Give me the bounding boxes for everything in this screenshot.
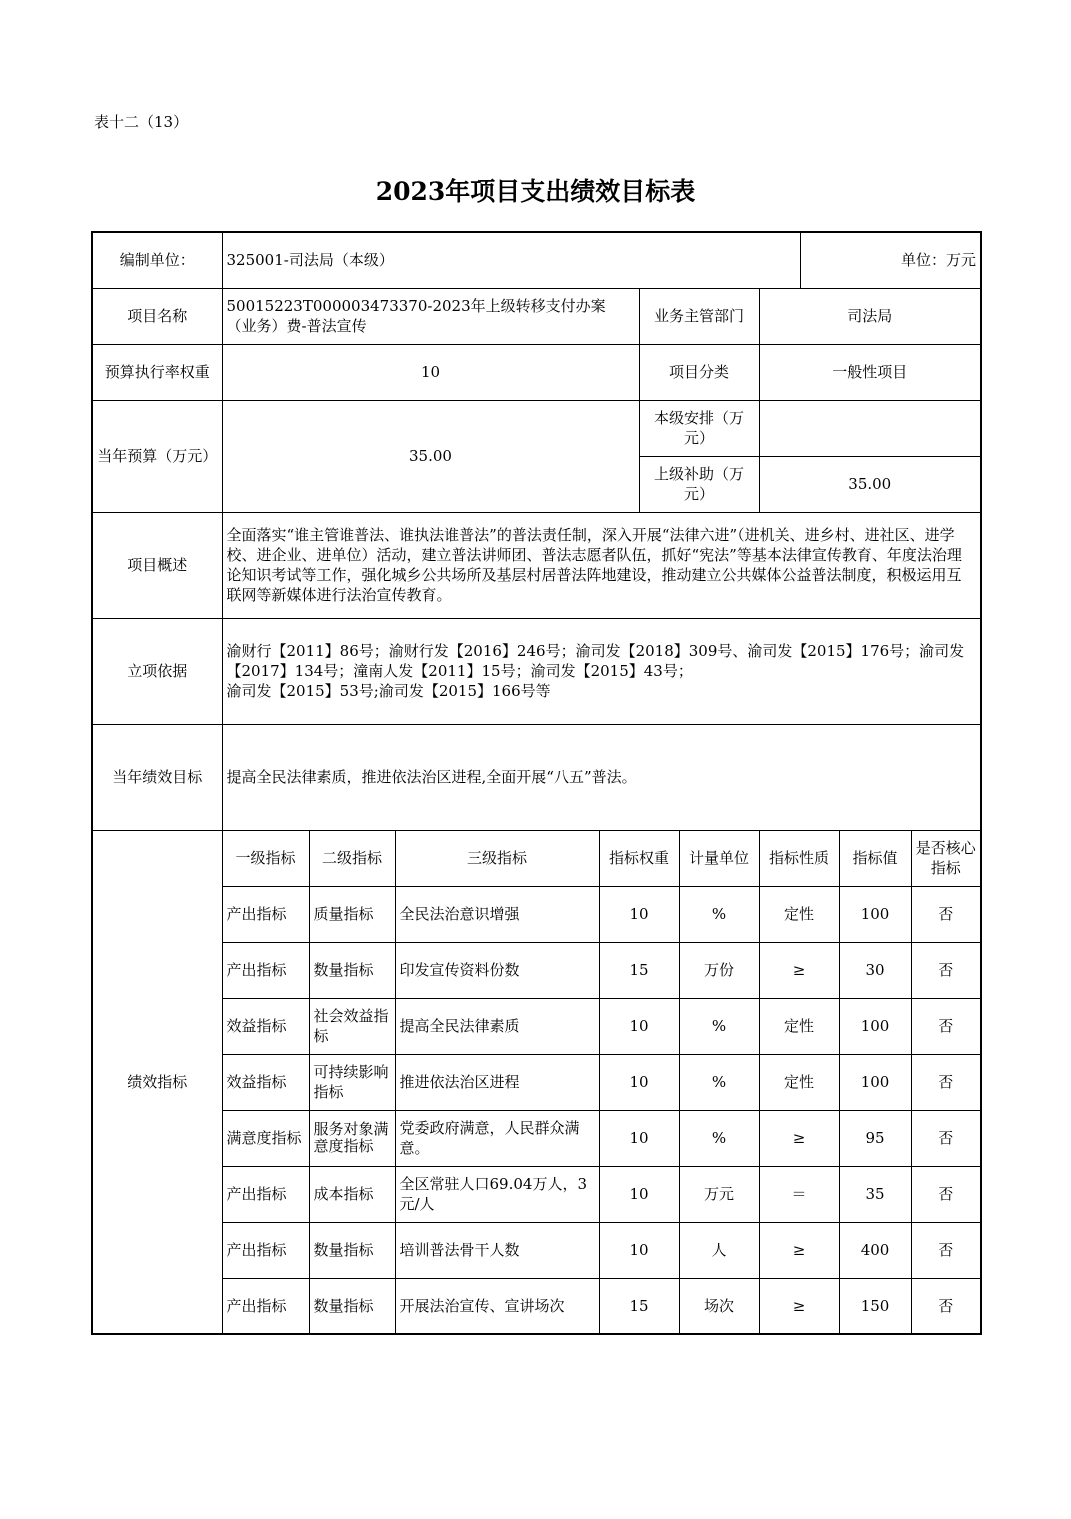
cell-value: 95 [839, 1110, 911, 1166]
cell-value: 100 [839, 998, 911, 1054]
indicators-section-label: 绩效指标 [92, 830, 222, 1334]
upper-subsidy-label: 上级补助（万元） [639, 456, 759, 512]
cell-l1: 效益指标 [222, 1054, 309, 1110]
basis-line-2: 渝司发【2015】53号;渝司发【2015】166号等 [226, 682, 551, 700]
budget-label: 当年预算（万元） [92, 400, 222, 512]
cell-weight: 15 [599, 942, 679, 998]
basis-label: 立项依据 [92, 618, 222, 724]
cell-l3: 开展法治宣传、宣讲场次 [395, 1278, 599, 1334]
cell-l1: 产出指标 [222, 1222, 309, 1278]
cell-l2: 社会效益指标 [309, 998, 395, 1054]
col-header-core: 是否核心指标 [911, 830, 981, 886]
cell-unit: 万元 [679, 1166, 759, 1222]
local-funding-value [759, 400, 981, 456]
cell-unit: 场次 [679, 1278, 759, 1334]
cell-weight: 10 [599, 1222, 679, 1278]
cell-weight: 10 [599, 1110, 679, 1166]
cell-l2: 数量指标 [309, 942, 395, 998]
table-row [92, 1222, 981, 1278]
col-header-nature: 指标性质 [759, 830, 839, 886]
cell-value: 400 [839, 1222, 911, 1278]
cell-unit: % [679, 1110, 759, 1166]
unit-value: 325001-司法局（本级） [222, 232, 800, 288]
cell-l1: 产出指标 [222, 1166, 309, 1222]
cell-l1: 满意度指标 [222, 1110, 309, 1166]
cell-nature: ≥ [759, 1278, 839, 1334]
cell-core: 否 [911, 1278, 981, 1334]
cell-weight: 10 [599, 998, 679, 1054]
cell-l2: 成本指标 [309, 1166, 395, 1222]
col-header-l2: 二级指标 [309, 830, 395, 886]
cell-l2: 数量指标 [309, 1278, 395, 1334]
cell-nature: ≥ [759, 1110, 839, 1166]
budget-value: 35.00 [222, 400, 639, 512]
basis-value [222, 618, 981, 724]
cell-core: 否 [911, 998, 981, 1054]
overview-value: 全面落实“谁主管谁普法、谁执法谁普法”的普法责任制，深入开展“法律六进”（进机关、进乡村、进社区、进学校、进企业、进单位）活动，建立普法讲师团、普法志愿者队伍，抓好“宪法”等基本法律宣传教育、年度法治理论知识考试等工作，强化城乡公共场所及基层村居普法阵地建设，推动建立公共媒体公益普法制度，积极运用互联网等新媒体进行法治宣传教育。 [222, 512, 981, 618]
cell-nature: ≥ [759, 1222, 839, 1278]
upper-subsidy-value: 35.00 [759, 456, 981, 512]
project-name-label: 项目名称 [92, 288, 222, 344]
cell-core: 否 [911, 1110, 981, 1166]
category-label: 项目分类 [639, 344, 759, 400]
dept-label: 业务主管部门 [639, 288, 759, 344]
cell-nature: 定性 [759, 998, 839, 1054]
overview-label: 项目概述 [92, 512, 222, 618]
local-funding-label: 本级安排（万元） [639, 400, 759, 456]
cell-unit: % [679, 998, 759, 1054]
cell-core: 否 [911, 1054, 981, 1110]
cell-l1: 产出指标 [222, 886, 309, 942]
col-header-l3: 三级指标 [395, 830, 599, 886]
table-number: 表十二（13） [94, 113, 189, 131]
goal-label: 当年绩效目标 [92, 724, 222, 830]
table-row [92, 886, 981, 942]
cell-l3: 培训普法骨干人数 [395, 1222, 599, 1278]
col-header-value: 指标值 [839, 830, 911, 886]
col-header-l1: 一级指标 [222, 830, 309, 886]
cell-value: 30 [839, 942, 911, 998]
cell-l3: 党委政府满意，人民群众满意。 [395, 1110, 599, 1166]
cell-l3: 全民法治意识增强 [395, 886, 599, 942]
table-row [92, 1110, 981, 1166]
table-row [92, 942, 981, 998]
cell-l1: 效益指标 [222, 998, 309, 1054]
cell-l2: 质量指标 [309, 886, 395, 942]
cell-core: 否 [911, 942, 981, 998]
cell-value: 150 [839, 1278, 911, 1334]
table-row [92, 1054, 981, 1110]
table-row [92, 998, 981, 1054]
cell-l2: 可持续影响指标 [309, 1054, 395, 1110]
cell-value: 100 [839, 886, 911, 942]
cell-l1: 产出指标 [222, 942, 309, 998]
cell-unit: % [679, 1054, 759, 1110]
cell-core: 否 [911, 1222, 981, 1278]
cell-core: 否 [911, 1166, 981, 1222]
goal-value: 提高全民法律素质，推进依法治区进程,全面开展“八五”普法。 [222, 724, 981, 830]
cell-l2: 服务对象满意度指标 [309, 1110, 395, 1166]
dept-value: 司法局 [759, 288, 981, 344]
cell-l3: 全区常驻人口69.04万人，3元/人 [395, 1166, 599, 1222]
cell-unit: 万份 [679, 942, 759, 998]
exec-weight-value: 10 [222, 344, 639, 400]
cell-weight: 10 [599, 1166, 679, 1222]
basis-line-1: 渝财行【2011】86号；渝财行发【2016】246号；渝司发【2018】309号、渝司发【2015】176号；渝司发【2017】134号；潼南人发【2011】15号；渝司发【2015】43号； [226, 642, 965, 680]
project-name-value: 50015223T000003473370-2023年上级转移支付办案（业务）费-普法宣传 [222, 288, 639, 344]
cell-l2: 数量指标 [309, 1222, 395, 1278]
cell-unit: % [679, 886, 759, 942]
cell-nature: ≥ [759, 942, 839, 998]
category-value: 一般性项目 [759, 344, 981, 400]
cell-core: 否 [911, 886, 981, 942]
cell-l1: 产出指标 [222, 1278, 309, 1334]
currency-unit: 单位：万元 [800, 232, 981, 288]
cell-l3: 印发宣传资料份数 [395, 942, 599, 998]
cell-unit: 人 [679, 1222, 759, 1278]
table-row [92, 1278, 981, 1334]
col-header-weight: 指标权重 [599, 830, 679, 886]
page-title: 2023年项目支出绩效目标表 [375, 177, 696, 206]
cell-weight: 10 [599, 1054, 679, 1110]
unit-label: 编制单位： [92, 232, 222, 288]
cell-value: 35 [839, 1166, 911, 1222]
col-header-unit: 计量单位 [679, 830, 759, 886]
cell-weight: 10 [599, 886, 679, 942]
cell-weight: 15 [599, 1278, 679, 1334]
cell-l3: 提高全民法律素质 [395, 998, 599, 1054]
cell-nature: 定性 [759, 886, 839, 942]
table-row [92, 1166, 981, 1222]
cell-value: 100 [839, 1054, 911, 1110]
exec-weight-label: 预算执行率权重 [92, 344, 222, 400]
performance-table [91, 231, 982, 1335]
cell-nature: ＝ [759, 1166, 839, 1222]
cell-l3: 推进依法治区进程 [395, 1054, 599, 1110]
cell-nature: 定性 [759, 1054, 839, 1110]
